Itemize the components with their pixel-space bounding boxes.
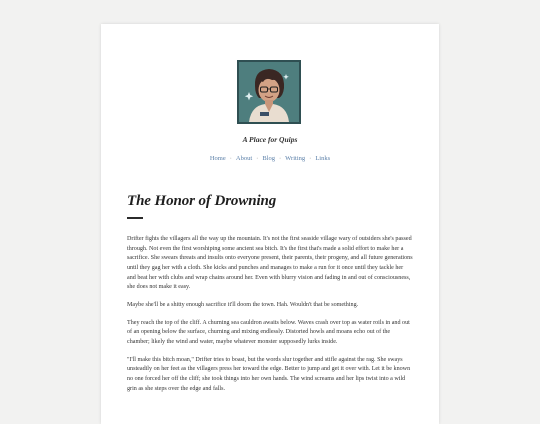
portrait-icon [239, 62, 299, 122]
nav-link-blog[interactable]: Blog [262, 155, 275, 162]
nav-link-writing[interactable]: Writing [285, 155, 306, 162]
nav-separator: · [279, 155, 282, 162]
site-title: A Place for Quips [242, 135, 298, 144]
content-card [101, 24, 439, 424]
nav-separator: · [256, 155, 259, 162]
avatar [237, 60, 301, 124]
nav-link-about[interactable]: About [235, 155, 253, 162]
article-paragraph: Drifter fights the villagers all the way up the mountain. It's not the first seaside village wary of outsiders she's passed through. Not even the first worshiping some ancient sea bitch. It's the first that's made a solid effort to make her a sacrifice. She swears threats and insults onto everyone present, their parents, their progeny, and all future generations until they gag her with a cloth. She kicks and punches and manages to make a run for it once until they tackle her and beat her with clubs and wrap chains around her. Even with blurry vision and fading in and out of consciousness, she does not make it easy. [127, 236, 413, 291]
article-paragraph: Maybe she'll be a shitty enough sacrifice it'll doom the town. Hah. Wouldn't that be something. [127, 301, 359, 308]
nav-link-home[interactable]: Home [209, 155, 226, 162]
article-title: The Honor of Drowning [127, 193, 277, 209]
nav-link-links[interactable]: Links [315, 155, 331, 162]
nav-separator: · [309, 155, 312, 162]
title-underline [127, 217, 143, 219]
main-nav [101, 155, 439, 162]
article-body [127, 235, 413, 402]
article-paragraph: They reach the top of the cliff. A churning sea cauldron awaits below. Waves crash over top as water roils in and out of an opening below the surface, churning and mixing endlessly. Distorted howls and moans echo out of the chamber; likely the wind and water, maybe whatever monster supposedly lurks inside. [127, 319, 410, 345]
article-paragraph: "I'll make this bitch moan," Drifter tries to boast, but the words slur together and stifle against the rag. She sways unsteadily on her feet as the villagers press her toward the edge. Better to jump and get it over with. Let it be known no one forced her off the cliff; she took things into her own hands. The wind screams and her lips twist into a wild grin as she steps over the edge and falls. [127, 356, 411, 392]
nav-separator: · [229, 155, 232, 162]
